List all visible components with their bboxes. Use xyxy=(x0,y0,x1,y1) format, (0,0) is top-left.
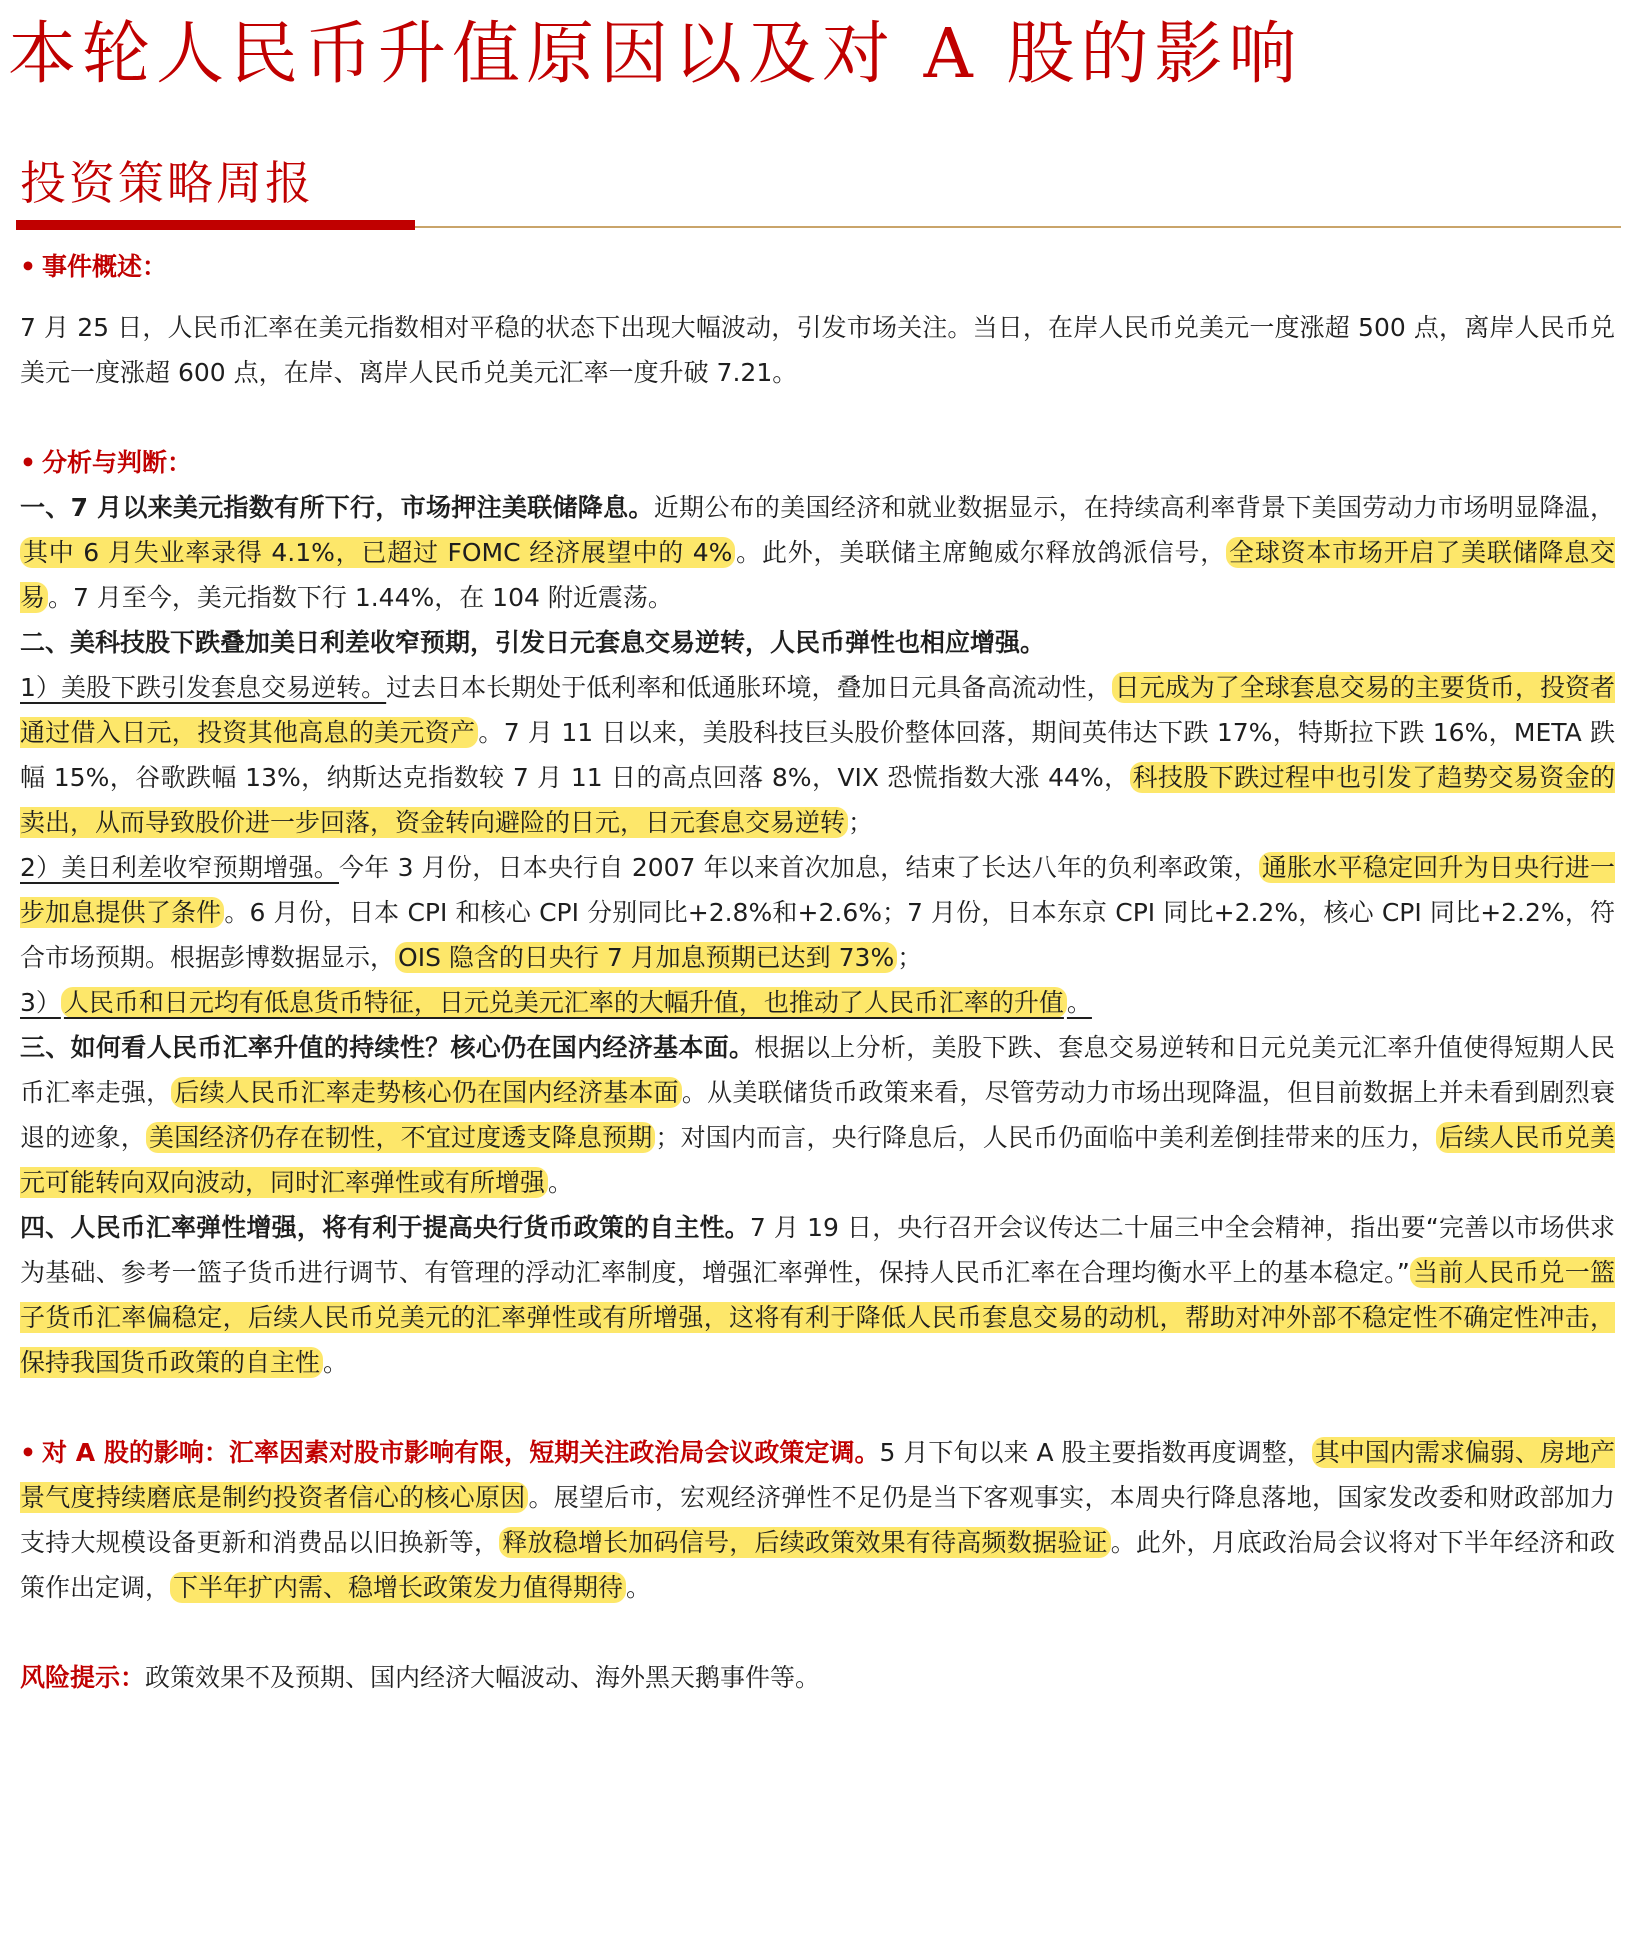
report-type-subtitle: 投资策略周报 xyxy=(20,156,314,210)
impact-heading: 对 A 股的影响：汇率因素对股市影响有限，短期关注政治局会议政策定调。 xyxy=(41,1438,880,1467)
highlight: 其中 6 月失业率录得 4.1%，已超过 FOMC 经济展望中的 4% xyxy=(20,537,735,568)
section-heading-event xyxy=(20,244,1615,289)
body-text: ； xyxy=(897,943,923,972)
body-text: 。6 月份，日本 CPI 和核心 CPI 分别同比+2.8%和+2.6%；7 月份，日本东京 CPI 同比+2.2%，核心 CPI 同比+2.2%，符合市场预期。根据彭博数据显示， xyxy=(20,898,1615,972)
analysis-subpoint-1 xyxy=(20,665,1615,845)
risk-text: 政策效果不及预期、国内经济大幅波动、海外黑天鹅事件等。 xyxy=(145,1663,821,1692)
highlight: 其中国内需求偏弱、房地产景气度持续磨底是制约投资者信心的核心原因 xyxy=(20,1438,1615,1512)
risk-paragraph xyxy=(20,1655,1615,1700)
title-rule-red xyxy=(16,220,415,230)
subpoint-label: 1）美股下跌引发套息交易逆转。 xyxy=(20,673,387,702)
subpoint-label: 2）美日利差收窄预期增强。 xyxy=(20,853,339,882)
bullet-icon: • xyxy=(20,1438,36,1467)
analysis-point-3 xyxy=(20,1025,1615,1205)
body-text: 7 月 19 日，央行召开会议传达二十届三中全会精神，指出要“完善以市场供求为基础、参考一篮子货币进行调节、有管理的浮动汇率制度，增强汇率弹性，保持人民币汇率在合理均衡水平上的基本稳定。” xyxy=(20,1213,1615,1287)
body-text: 。此外，月底政治局会议将对下半年经济和政策作出定调， xyxy=(20,1528,1615,1602)
analysis-subpoint-3 xyxy=(20,980,1615,1025)
title-rule-gold xyxy=(415,226,1621,228)
highlight: 美国经济仍存在韧性，不宜过度透支降息预期 xyxy=(146,1122,656,1153)
body-text: 根据以上分析，美股下跌、套息交易逆转和日元兑美元汇率升值使得短期人民币汇率走强， xyxy=(20,1033,1615,1107)
point-lead: 三、如何看人民币汇率升值的持续性？核心仍在国内经济基本面。 xyxy=(20,1033,755,1062)
body-text: 。展望后市，宏观经济弹性不足仍是当下客观事实，本周央行降息落地，国家发改委和财政部加力支持大规模设备更新和消费品以旧换新等， xyxy=(20,1483,1615,1557)
point-lead: 一、7 月以来美元指数有所下行，市场押注美联储降息。 xyxy=(20,493,654,522)
highlight: 下半年扩内需、稳增长政策发力值得期待 xyxy=(170,1572,626,1603)
body-text: 5 月下旬以来 A 股主要指数再度调整， xyxy=(879,1438,1312,1467)
body-text: 过去日本长期处于低利率和低通胀环境，叠加日元具备高流动性， xyxy=(386,673,1112,702)
body-text: ； xyxy=(848,808,874,837)
highlight: 释放稳增长加码信号，后续政策效果有待高频数据验证 xyxy=(499,1527,1110,1558)
body-text: 。7 月 11 日以来，美股科技巨头股价整体回落，期间英伟达下跌 17%，特斯拉下跌 16%，META 跌幅 15%，谷歌跌幅 13%，纳斯达克指数较 7 月 11 日的高点回落 8%，VIX 恐慌指数大涨 44%， xyxy=(20,718,1615,792)
body-text: 。从美联储货币政策来看，尽管劳动力市场出现降温，但目前数据上并未看到剧烈衰退的迹象， xyxy=(20,1078,1615,1152)
body-text: 。 xyxy=(548,1168,574,1197)
event-heading-text: 事件概述： xyxy=(41,252,167,281)
body-text: 今年 3 月份，日本央行自 2007 年以来首次加息，结束了长达八年的负利率政策， xyxy=(339,853,1259,882)
risk-label: 风险提示： xyxy=(20,1663,146,1692)
body-text: 。 xyxy=(323,1348,349,1377)
highlight: 通胀水平稳定回升为日央行进一步加息提供了条件 xyxy=(20,853,1615,927)
body-text: 。此外，美联储主席鲍威尔释放鸽派信号， xyxy=(735,538,1227,567)
body-text: 。7 月至今，美元指数下行 1.44%，在 104 附近震荡。 xyxy=(48,583,673,612)
highlight: 科技股下跌过程中也引发了趋势交易资金的卖出，从而导致股价进一步回落，资金转向避险的日元，日元套息交易逆转 xyxy=(20,763,1615,837)
bullet-icon: • xyxy=(20,252,36,281)
highlight: 全球资本市场开启了美联储降息交易 xyxy=(20,538,1615,612)
body-text: 近期公布的美国经济和就业数据显示，在持续高利率背景下美国劳动力市场明显降温， xyxy=(653,493,1615,522)
highlight: 当前人民币兑一篮子货币汇率偏稳定，后续人民币兑美元的汇率弹性或有所增强，这将有利于降低人民币套息交易的动机，帮助对冲外部不稳定性不确定性冲击，保持我国货币政策的自主性 xyxy=(20,1258,1615,1377)
analysis-heading-text: 分析与判断： xyxy=(41,448,192,477)
section-heading-analysis xyxy=(20,440,1615,485)
impact-paragraph xyxy=(20,1430,1615,1610)
point-lead: 四、人民币汇率弹性增强，将有利于提高央行货币政策的自主性。 xyxy=(20,1213,750,1242)
bullet-icon: • xyxy=(20,448,36,477)
highlight: 人民币和日元均有低息货币特征，日元兑美元汇率的大幅升值，也推动了人民币汇率的升值 xyxy=(61,987,1067,1018)
highlight: 后续人民币兑美元可能转向双向波动，同时汇率弹性或有所增强 xyxy=(20,1123,1615,1197)
highlight: 后续人民币汇率走势核心仍在国内经济基本面 xyxy=(171,1077,682,1108)
highlight: OIS 隐含的日央行 7 月加息预期已达到 73% xyxy=(395,942,897,973)
body-text: 。 xyxy=(626,1573,652,1602)
highlight: 日元成为了全球套息交易的主要货币，投资者通过借入日元，投资其他高息的美元资产 xyxy=(20,673,1615,747)
body-text: 。 xyxy=(1066,988,1092,1017)
analysis-subpoint-2 xyxy=(20,845,1615,980)
page-title: 本轮人民币升值原因以及对 A 股的影响 xyxy=(8,15,1303,94)
report-body xyxy=(20,244,1615,1700)
analysis-point-2: 二、美科技股下跌叠加美日利差收窄预期，引发日元套息交易逆转，人民币弹性也相应增强。 xyxy=(20,628,1046,657)
subpoint-label: 3） xyxy=(20,988,61,1017)
body-text: ；对国内而言，央行降息后，人民币仍面临中美利差倒挂带来的压力， xyxy=(655,1123,1436,1152)
analysis-point-1 xyxy=(20,485,1615,620)
event-paragraph: 7 月 25 日，人民币汇率在美元指数相对平稳的状态下出现大幅波动，引发市场关注。当日，在岸人民币兑美元一度涨超 500 点，离岸人民币兑美元一度涨超 600 点，在岸、离岸人民币兑美元汇率一度升破 7.21。 xyxy=(20,313,1615,387)
analysis-point-4 xyxy=(20,1205,1615,1385)
